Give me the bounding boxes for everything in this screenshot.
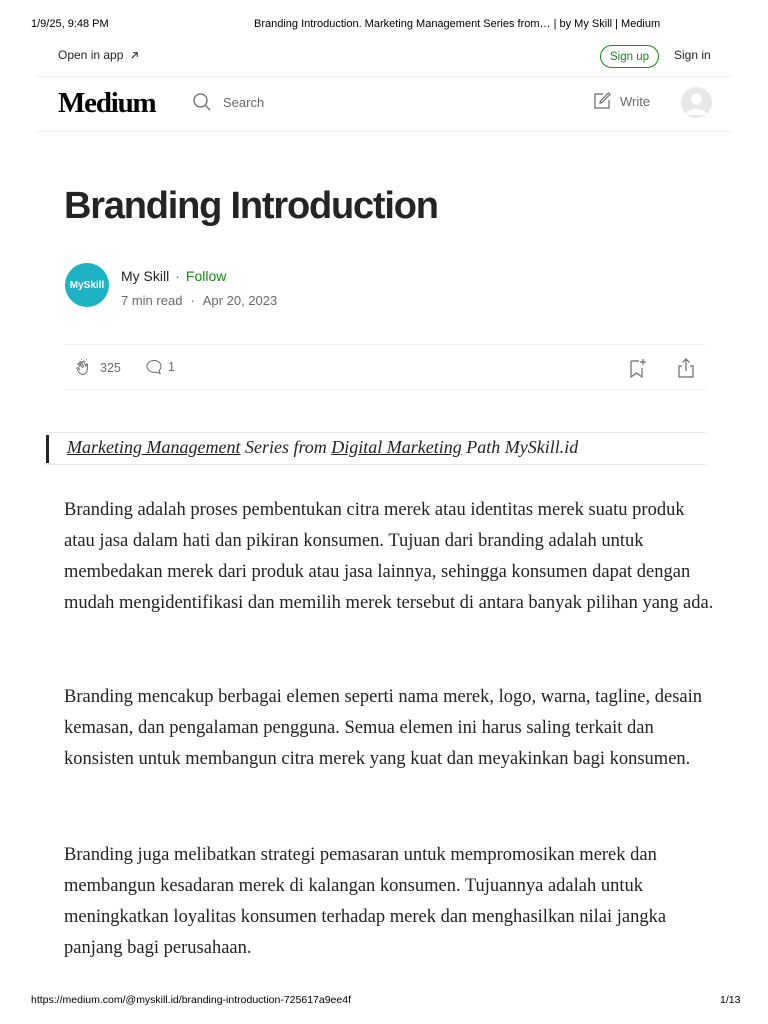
author-avatar[interactable] [65, 263, 109, 307]
author-row [121, 268, 226, 284]
marketing-management-link[interactable]: Marketing Management [67, 437, 241, 457]
read-time: 7 min read [121, 293, 183, 308]
article-title: Branding Introduction [64, 185, 438, 227]
author-avatar-text: MySkill [69, 279, 105, 291]
author-name-link[interactable]: My Skill [121, 268, 170, 284]
write-button[interactable] [592, 91, 650, 111]
sign-up-button[interactable]: Sign up [600, 45, 659, 68]
comment-button[interactable] [145, 358, 175, 376]
print-datetime: 1/9/25, 9:48 PM [31, 18, 109, 30]
search-icon [192, 92, 212, 112]
article-action-bar [64, 344, 706, 390]
article-paragraph: Branding adalah proses pembentukan citra merek atau identitas merek suatu produk atau jasa dalam hati dan pikiran konsumen. Tujuan dari branding adalah untuk membedakan merek dari produk atau jasa lainnya, sehingga konsumen dapat dengan mudah mengidentifikasi dan memilih merek tersebut di antara banyak pilihan yang ada. [64, 500, 714, 613]
article-meta [121, 293, 277, 308]
medium-logo[interactable]: Medium [58, 87, 156, 119]
user-avatar-icon [681, 87, 712, 118]
user-avatar[interactable] [681, 87, 712, 118]
share-icon[interactable] [676, 357, 696, 379]
top-bar [35, 44, 733, 77]
print-page-count: 1/13 [720, 994, 741, 1006]
bookmark-add-icon[interactable] [628, 357, 648, 379]
digital-marketing-link[interactable]: Digital Marketing [331, 437, 462, 457]
comment-count: 1 [168, 360, 175, 374]
print-header [0, 18, 768, 34]
nav-bar [35, 77, 733, 132]
print-page-title: Branding Introduction. Marketing Management Series from… | by My Skill | Medium [254, 18, 661, 30]
quote-bar [46, 435, 49, 463]
article-paragraph: Branding mencakup berbagai elemen seperti nama merek, logo, warna, tagline, desain kemasan, dan pengalaman pengguna. Semua elemen ini harus saling terkait dan konsisten untuk membangun citra merek yang kuat dan meyakinkan bagi konsumen. [64, 687, 703, 769]
search-box[interactable] [192, 92, 264, 112]
open-in-app-label: Open in app [58, 48, 124, 62]
sign-in-link[interactable]: Sign in [674, 48, 711, 62]
arrow-up-right-icon [129, 50, 140, 61]
meta-separator: · [190, 293, 195, 308]
open-in-app-link[interactable] [58, 48, 140, 62]
print-url: https://medium.com/@myskill.id/branding-introduction-725617a9ee4f [31, 994, 351, 1006]
quote-end-text: Path MySkill.id [461, 437, 579, 457]
clap-button[interactable] [74, 358, 121, 378]
publish-date: Apr 20, 2023 [202, 293, 278, 308]
series-quote [46, 432, 706, 465]
clap-icon [74, 358, 94, 378]
article-paragraph: Branding juga melibatkan strategi pemasaran untuk mempromosikan merek dan membangun kesadaran merek di kalangan konsumen. Tujuannya adalah untuk meningkatkan loyalitas konsumen terhadap merek dan menghasilkan nilai jangka panjang bagi perusahaan. [64, 845, 667, 958]
quote-text [67, 437, 578, 458]
comment-icon [145, 358, 163, 376]
follow-button[interactable]: Follow [185, 268, 227, 284]
write-label: Write [620, 93, 651, 109]
clap-count: 325 [100, 361, 121, 375]
quote-mid-text: Series from [240, 437, 332, 457]
search-label: Search [223, 94, 265, 110]
author-separator: · [175, 268, 180, 284]
write-icon [592, 91, 612, 111]
